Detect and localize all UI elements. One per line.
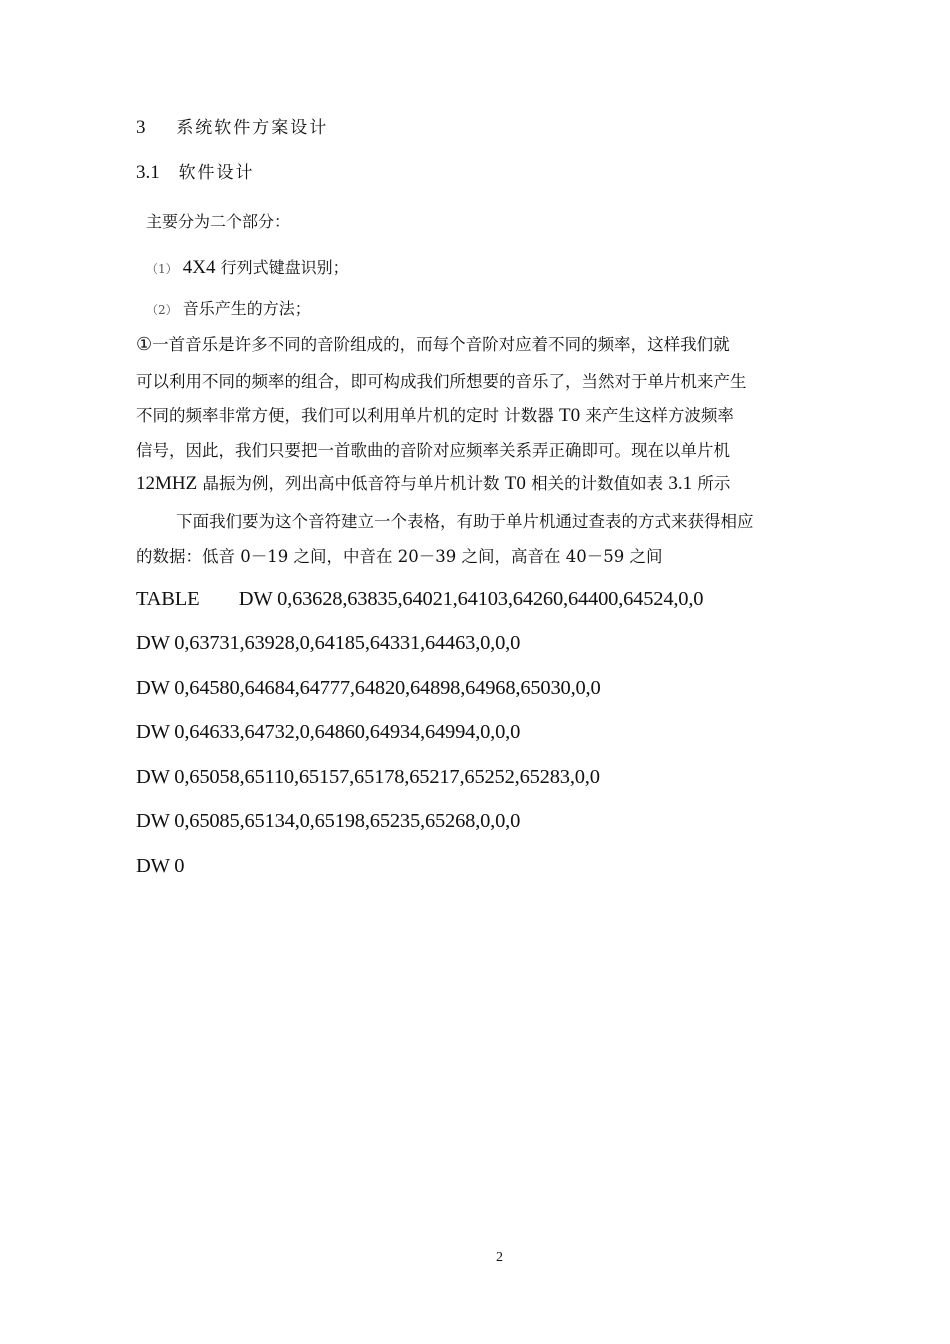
paragraph-line: [136, 333, 730, 357]
section-title: 系统软件方案设计: [176, 118, 329, 138]
paragraph-text: 不同的频率非常方便，我们可以利用单片机的定时 计数器: [136, 406, 554, 425]
code-line: DW 0,63731,63928,0,64185,64331,64463,0,0,0: [136, 632, 521, 654]
list-item: [146, 297, 311, 322]
item-text: 行列式键盘识别；: [220, 258, 349, 277]
list-item: [146, 256, 349, 281]
code-line: DW 0,65085,65134,0,65198,65235,65268,0,0,0: [136, 810, 521, 832]
paragraph-line: 可以利用不同的频率的组合，即可构成我们所想要的音乐了，当然对于单片机来产生: [136, 372, 747, 391]
item-lead: 4X4: [182, 257, 216, 278]
code-line: DW 0,64580,64684,64777,64820,64898,64968,65030,0,0: [136, 677, 601, 699]
code-line: DW 0,65058,65110,65157,65178,65217,65252,65283,0,0: [136, 766, 600, 788]
code-line: DW 0,64633,64732,0,64860,64934,64994,0,0,0: [136, 721, 521, 743]
subsection-number: 3.1: [136, 162, 160, 183]
paragraph-line: [136, 472, 730, 496]
subsection-heading: [136, 161, 255, 185]
paragraph-text: 来产生这样方波频率: [585, 406, 734, 425]
inline-code: 3.1: [668, 473, 693, 494]
paragraph-line: 的数据：低音 0－19 之间，中音在 20－39 之间，高音在 40－59 之间: [136, 547, 663, 566]
page-number: 2: [496, 1250, 503, 1265]
inline-code: T0: [504, 473, 526, 494]
code-line: TABLE DW 0,63628,63835,64021,64103,64260,64400,64524,0,0: [136, 588, 704, 610]
paragraph-line: [136, 404, 734, 428]
code-line: DW 0: [136, 855, 185, 877]
item-marker: （1）: [146, 261, 178, 276]
circled-number: ①: [136, 334, 153, 355]
intro-text: 主要分为二个部分：: [146, 212, 291, 231]
paragraph-text: 晶振为例，列出高中低音符与单片机计数: [202, 474, 500, 493]
paragraph-text: 所示: [697, 474, 731, 493]
inline-code: T0: [559, 405, 581, 426]
subsection-title: 软件设计: [178, 163, 255, 183]
section-heading: [136, 116, 328, 140]
paragraph-line: 信号，因此，我们只要把一首歌曲的音阶对应频率关系弄正确即可。现在以单片机: [136, 441, 730, 460]
paragraph-text: 相关的计数值如表: [531, 474, 664, 493]
paragraph-line: 下面我们要为这个音符建立一个表格，有助于单片机通过查表的方式来获得相应: [176, 512, 754, 531]
paragraph-text: 一首音乐是许多不同的音阶组成的，而每个音阶对应着不同的频率，这样我们就: [152, 335, 730, 354]
item-text: 音乐产生的方法；: [182, 299, 311, 318]
inline-code: 12MHZ: [136, 473, 198, 494]
section-number: 3: [136, 117, 146, 138]
item-marker: （2）: [146, 302, 178, 317]
